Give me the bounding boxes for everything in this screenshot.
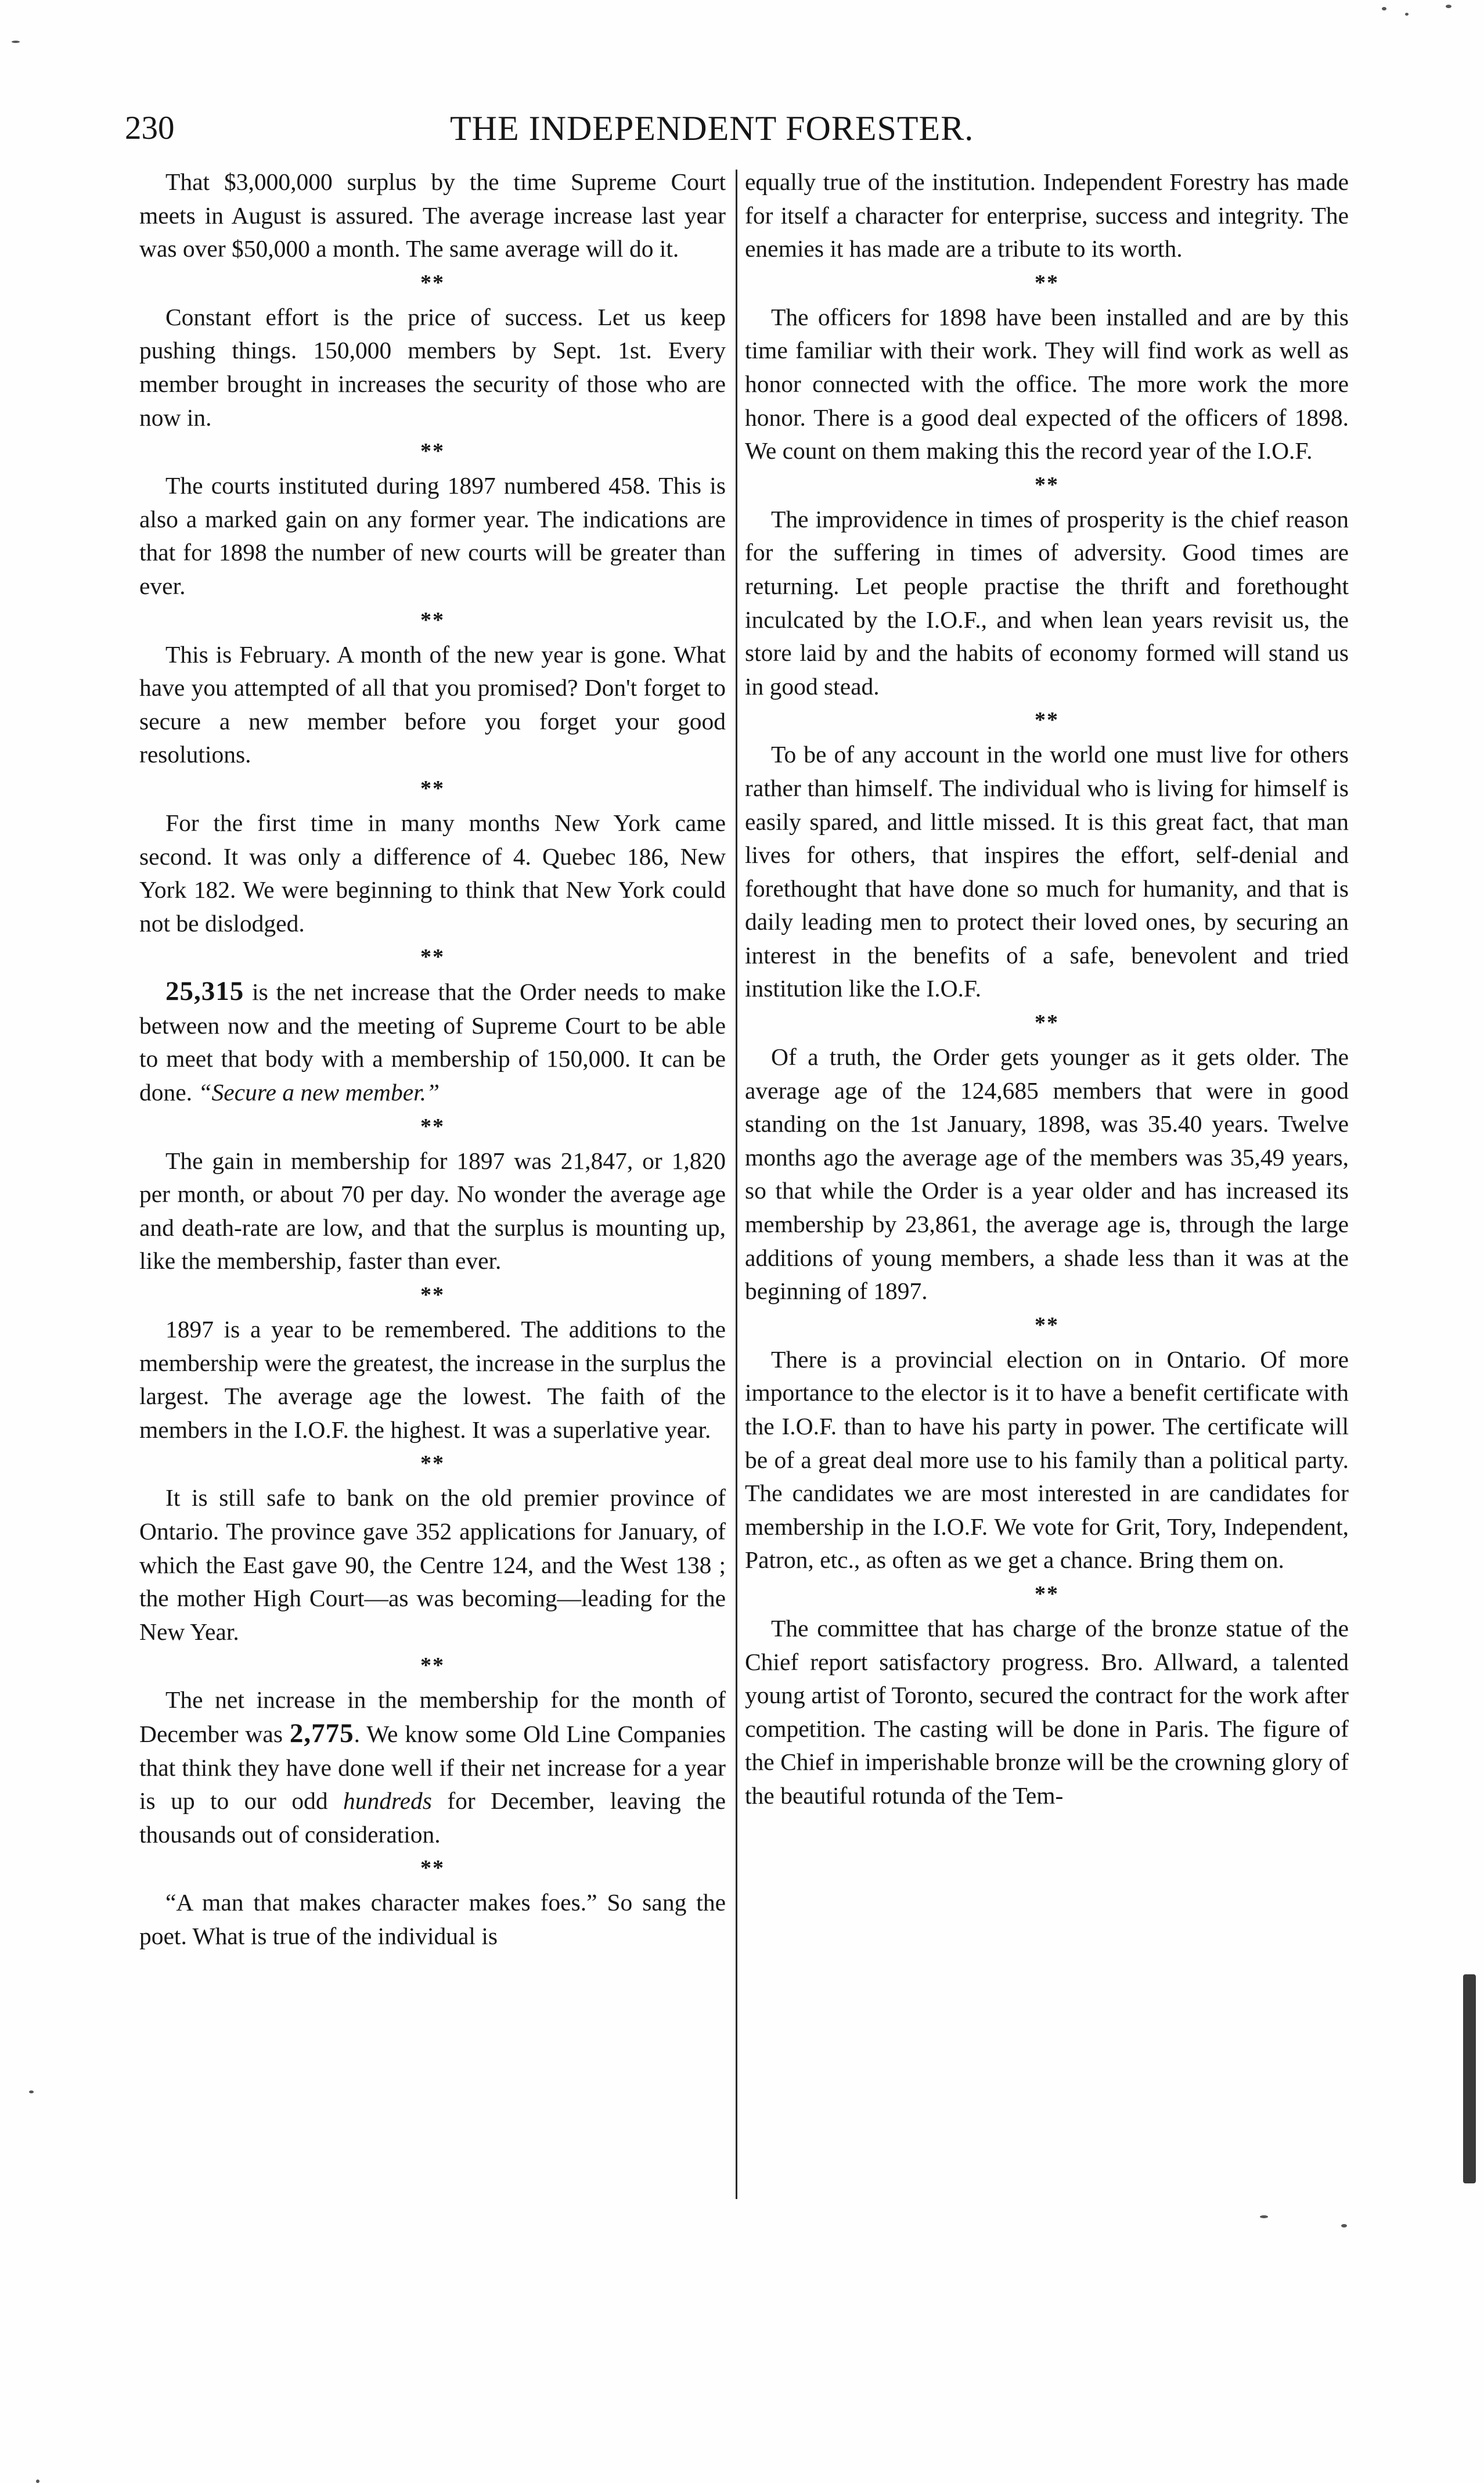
paragraph-new-york: For the first time in many months New York came second. It was only a difference of 4. Quebec 186, New York 182. We were beginning to think that New York could not be dislodged. — [139, 809, 726, 937]
paragraph-ontario: It is still safe to bank on the old premier province of Ontario. The province gave 352 applications for January, of which the East gave 90, the Centre 124, and the West 138 ; the mother High Court—as was becoming—leading for the New Year. — [139, 1484, 726, 1645]
paragraph-text: is the net increase that the Order needs to make between now and the meeting of Supreme Court to be able to meet that body with a membership of 150,000. It can be done. — [139, 978, 726, 1106]
paragraph-february: This is February. A month of the new year is gone. What have you attempted of all that you promised? Don't forget to secure a new member before you forget your good resolutions. — [139, 640, 726, 768]
section-separator: ** — [1035, 708, 1059, 733]
section-separator: ** — [420, 1451, 445, 1476]
paragraph-improvidence: The improvidence in times of prosperity is the chief reason for the suffering in times of adversity. Good times are returning. Let people practise the thrift and forethought inculcated by the I.O.F., and when lean years revisit us, the store laid by and the habits of economy formed will stand us in good stead. — [745, 505, 1349, 700]
section-separator: ** — [420, 1283, 445, 1308]
page-number: 230 — [125, 110, 175, 146]
section-separator: ** — [1035, 1312, 1059, 1337]
paragraph-officers-1898: The officers for 1898 have been installed and are by this time familiar with their work. They will find work as well as honor connected with the office. The more work the more honor. There is a good deal expected of the officers of 1898. We count on them making this the record year of the I.O.F. — [745, 303, 1349, 465]
paragraph-provincial-election: There is a provincial election on in Ontario. Of more importance to the elector is it to have a benefit certificate with the I.O.F. than to have his party in power. The certificate will be of a great deal more use to his family than a political party. The candidates we are most interested in are candidates for membership in the I.O.F. We vote for Grit, Tory, Independent, Patron, etc., as often as we get a chance. Bring them on. — [745, 1345, 1349, 1574]
left-column — [139, 165, 726, 1953]
scan-speck — [1446, 5, 1451, 8]
scan-speck — [29, 2090, 34, 2093]
section-separator: ** — [420, 776, 445, 801]
scan-speck — [1382, 7, 1386, 10]
paragraph-december-increase — [139, 1683, 726, 1851]
section-separator: ** — [420, 1114, 445, 1139]
scan-speck — [12, 41, 20, 43]
scan-speck — [1341, 2224, 1347, 2227]
paragraph-net-increase-needed — [139, 975, 726, 1109]
section-separator: ** — [420, 270, 445, 295]
paragraph-text: for December, leaving the thousands out of consideration. — [139, 1787, 726, 1848]
section-separator: ** — [1035, 1581, 1059, 1606]
scan-speck — [36, 2480, 39, 2483]
december-increase-figure: 2,775 — [289, 1718, 354, 1748]
paragraph-surplus: That $3,000,000 surplus by the time Supreme Court meets in August is assured. The average increase last year was over $50,000 a month. The same average will do it. — [139, 168, 726, 262]
paragraph-membership-gain: The gain in membership for 1897 was 21,847, or 1,820 per month, or about 70 per day. No wonder the average age and death-rate are low, and that the surplus is mounting up, like the membership, faster than ever. — [139, 1147, 726, 1275]
section-separator: ** — [420, 439, 445, 464]
paragraph-constant-effort: Constant effort is the price of success. Let us keep pushing things. 150,000 members by Sept. 1st. Every member brought in increases the security of those who are now in. — [139, 303, 726, 431]
scan-speck — [1260, 2215, 1268, 2218]
paragraph-text: The net increase in the membership for the month of December was — [139, 1686, 726, 1747]
paragraph-text: . We know some Old Line Companies that think they have done well if their net increase for a year is up to our odd — [139, 1720, 726, 1815]
journal-title: THE INDEPENDENT FORESTER. — [450, 109, 974, 147]
column-divider — [736, 170, 737, 2199]
section-separator: ** — [420, 945, 445, 970]
right-column — [745, 165, 1349, 1813]
paragraph-institution: equally true of the institution. Independent Forestry has made for itself a character for enterprise, success and integrity. The enemies it has made are a tribute to its worth. — [745, 168, 1349, 262]
section-separator: ** — [1035, 472, 1059, 497]
page-header — [125, 102, 1022, 154]
paragraph-live-for-others: To be of any account in the world one must live for others rather than himself. The individual who is living for himself is easily spared, and little missed. It is this great fact, that man lives for others, that inspires the effort, self-denial and forethought that have done so much for humanity, and that is daily leading men to protect their loved ones, by securing an interest in the benefits of a safe, benevolent and tried institution like the I.O.F. — [745, 741, 1349, 1002]
paragraph-average-age: Of a truth, the Order gets younger as it gets older. The average age of the 124,685 members that were in good standing on the 1st January, 1898, was 35.40 years. Twelve months ago the average age of the members was 35,49 years, so that while the Order is a year older and has increased its membership by 23,861, the average age is, through the large additions of young members, a shade less than it was at the beginning of 1897. — [745, 1043, 1349, 1305]
paragraph-courts-instituted: The courts instituted during 1897 numbered 458. This is also a marked gain on any former year. The indications are that for 1898 the number of new courts will be greater than ever. — [139, 472, 726, 599]
italic-word: hundreds — [343, 1787, 432, 1815]
section-separator: ** — [420, 607, 445, 632]
section-separator: ** — [1035, 270, 1059, 295]
paragraph-1897-year: 1897 is a year to be remembered. The additions to the membership were the greatest, the increase in the surplus the largest. The average age the lowest. The faith of the members in the I.O.F. the highest. It was a superlative year. — [139, 1316, 726, 1443]
paragraph-character-foes: “A man that makes character makes foes.” So sang the poet. What is true of the individual is — [139, 1889, 726, 1949]
paragraph-bronze-statue: The committee that has charge of the bronze statue of the Chief report satisfactory progress. Bro. Allward, a talented young artist of Toronto, secured the contract for the work after competition. The casting will be done in Paris. The figure of the Chief in imperishable bronze will be the crowning glory of the beautiful rotunda of the Tem- — [745, 1614, 1349, 1809]
section-separator: ** — [420, 1653, 445, 1678]
scan-speck — [1463, 1974, 1476, 2183]
section-separator: ** — [1035, 1010, 1059, 1035]
slogan-quote: “Secure a new member.” — [198, 1079, 440, 1106]
net-increase-figure: 25,315 — [165, 976, 244, 1007]
scan-speck — [1405, 13, 1409, 16]
section-separator: ** — [420, 1856, 445, 1881]
